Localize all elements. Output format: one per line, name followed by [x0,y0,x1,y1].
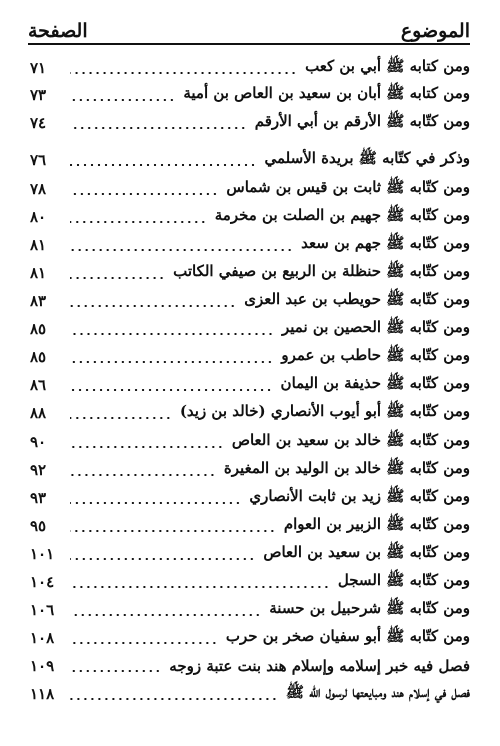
toc-entry[interactable] [30,203,470,231]
toc-entry-page-number: ١١٨ [30,685,55,703]
toc-entry-page-number: ١٠٨ [30,629,55,647]
toc-entry-page-number: ٧٤ [30,114,47,132]
header-rule [28,43,470,45]
toc-entry-page-number: ٩٢ [30,461,47,479]
toc-entry-title: فصل في إسلام هند ومبايعتها لرسول الله ﷺ [285,683,470,701]
toc-entry[interactable] [30,512,470,540]
toc-entry[interactable] [30,596,470,624]
toc-entry-page-number: ٩٣ [30,489,47,507]
dot-leader [70,305,236,307]
dot-leader [70,249,293,251]
toc-entry[interactable] [30,146,470,174]
toc-entry[interactable] [30,81,470,109]
dot-leader [70,558,255,560]
toc-entry-title: ومن كتّابه ﷺ السجل [337,571,470,589]
topic-column-heading: الموضوع [400,20,470,42]
toc-entry-page-number: ٧٣ [30,86,47,104]
dot-leader [70,193,218,195]
toc-entry-title: ومن كتّابه ﷺ جهم بن سعد [301,234,470,252]
toc-entry[interactable] [30,652,470,680]
dot-leader [70,474,216,476]
toc-entry-title: ومن كتّابه ﷺ بن سعيد بن العاص [263,543,470,561]
toc-entry-title: ومن كتابه ﷺ أبي بن كعب [305,57,470,75]
dot-leader [70,221,207,223]
toc-entry-page-number: ٩٥ [30,517,47,535]
dot-leader [70,389,273,391]
toc-entry-page-number: ٨٥ [30,348,47,366]
page-column-heading: الصفحة [28,20,88,42]
toc-entry-page-number: ٨٦ [30,376,47,394]
toc-entry[interactable] [30,109,470,137]
toc-entry[interactable] [30,315,470,343]
dot-leader [70,164,257,166]
toc-entry-title: ومن كتّابه ﷺ أبو سفيان صخر بن حرب [225,627,470,645]
toc-entry[interactable] [30,371,470,399]
toc-entry-title: ومن كتّابه ﷺ الأرقم بن أبي الأرقم [254,112,470,130]
toc-entry-page-number: ٧٦ [30,151,47,169]
dot-leader [70,99,175,101]
toc-entry-title: ومن كتّابه ﷺ ثابت بن قيس بن شماس [226,178,470,196]
dot-leader [70,670,161,672]
dot-leader [70,446,224,448]
toc-entry-page-number: ١٠٤ [30,573,55,591]
toc-entry-title: وذكر في كتّابه ﷺ بريدة الأسلمي [264,149,470,167]
toc-entry[interactable] [30,540,470,568]
dot-leader [70,127,247,129]
toc-entry-page-number: ٧١ [30,59,47,77]
toc-entry-title: ومن كتّابه ﷺ حاطب بن عمرو [281,346,470,364]
toc-entry-page-number: ٧٨ [30,180,47,198]
dot-leader [70,502,241,504]
toc-entry[interactable] [30,287,470,315]
toc-entry-page-number: ٨٨ [30,404,47,422]
toc-entry-title: ومن كتّابه ﷺ خالد بن الوليد بن المغيرة [223,459,470,477]
toc-entry-title: ومن كتّابه ﷺ الزبير بن العوام [283,515,470,533]
dot-leader [70,333,274,335]
dot-leader [70,277,165,279]
toc-entry-page-number: ١٠٩ [30,657,55,675]
toc-entry[interactable] [30,428,470,456]
toc-entry[interactable] [30,259,470,287]
toc-entry-page-number: ٨٥ [30,320,47,338]
toc-entry-title: ومن كتّابه ﷺ الحصين بن نمير [282,318,470,336]
toc-entry[interactable] [30,680,470,708]
dot-leader [70,614,261,616]
toc-entry-page-number: ٨٠ [30,208,47,226]
toc-entry-title: ومن كتّابه ﷺ حنظلة بن الربيع بن صيفي الكاتب [173,262,470,280]
toc-entry-page-number: ٨١ [30,236,47,254]
toc-entry-title: فصل فيه خبر إسلامه وإسلام هند بنت عتبة زوجه [169,657,470,675]
dot-leader [70,698,278,700]
toc-entry-page-number: ١٠٦ [30,601,55,619]
toc-entry-title: ومن كتّابه ﷺ زيد بن ثابت الأنصاري [249,487,470,505]
toc-entry[interactable] [30,484,470,512]
dot-leader [70,361,273,363]
dot-leader [70,417,172,419]
toc-entry[interactable] [30,231,470,259]
toc-entry[interactable] [30,456,470,484]
dot-leader [70,530,276,532]
dot-leader [70,72,297,74]
toc-entry[interactable] [30,624,470,652]
toc-entry-page-number: ١٠١ [30,545,55,563]
toc-entry-page-number: ٨٣ [30,292,47,310]
toc-entry[interactable] [30,175,470,203]
toc-entry[interactable] [30,343,470,371]
toc-entry-title: ومن كتابه ﷺ أبان بن سعيد بن العاص بن أمية [183,84,470,102]
toc-entry-title: ومن كتّابه ﷺ شرحبيل بن حسنة [269,599,470,617]
dot-leader [70,642,218,644]
toc-entry-title: ومن كتّابه ﷺ أبو أيوب الأنصاري (خالد بن زيد) [179,402,470,420]
toc-entry-title: ومن كتّابه ﷺ حويطب بن عبد العزى [244,290,470,308]
toc-entry[interactable] [30,568,470,596]
toc-entry-title: ومن كتّابه ﷺ خالد بن سعيد بن العاص [231,431,470,449]
dot-leader [70,586,330,588]
toc-entry-page-number: ٩٠ [30,433,47,451]
toc-entry[interactable] [30,399,470,427]
toc-header [28,2,470,42]
toc-entry-title: ومن كتّابه ﷺ حذيفة بن اليمان [280,374,470,392]
toc-entry-page-number: ٨١ [30,264,47,282]
toc-entry-title: ومن كتّابه ﷺ جهيم بن الصلت بن مخرمة [214,206,470,224]
toc-entry[interactable] [30,54,470,82]
